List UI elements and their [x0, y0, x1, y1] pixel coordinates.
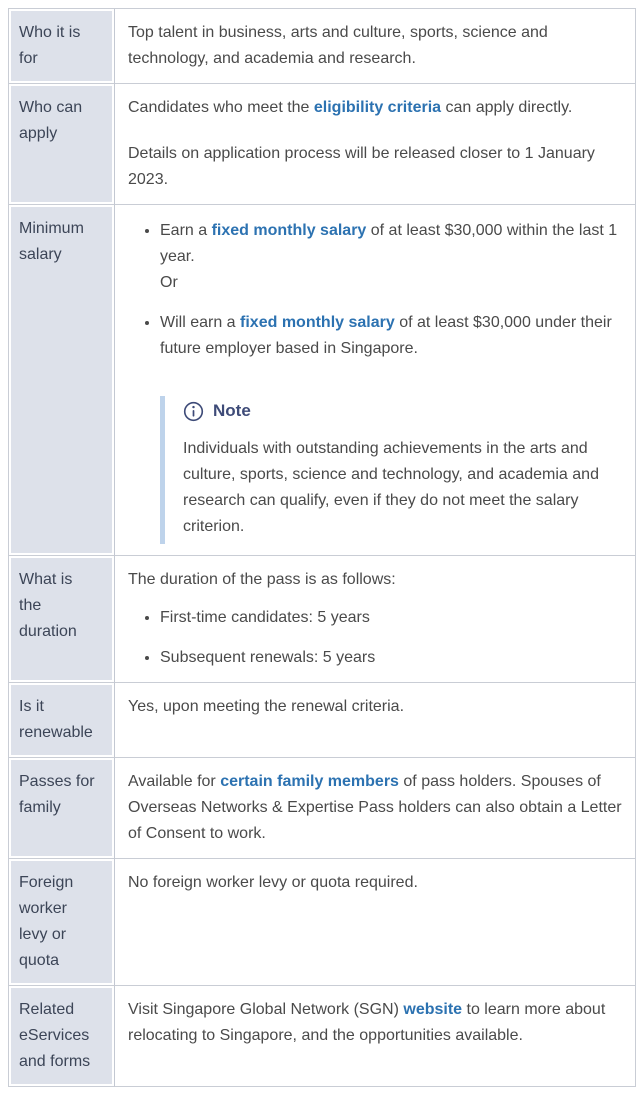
text-segment: of at least $30,000 within the last 1 year.	[160, 222, 618, 265]
row-header-who-can-apply	[9, 84, 115, 205]
paragraph: Top talent in business, arts and culture, sports, science and technology, and academia and research.	[128, 24, 548, 67]
row-header-label: Related eServices and forms	[19, 1001, 91, 1070]
row-header-levy-quota	[9, 859, 115, 986]
paragraph	[128, 95, 622, 121]
paragraph: The duration of the pass is as follows:	[128, 571, 396, 588]
note-header	[183, 398, 608, 424]
info-icon	[183, 401, 204, 422]
text-segment: can apply directly.	[441, 99, 573, 116]
row-content-who-it-is-for	[115, 9, 635, 84]
row-header-fill	[11, 558, 112, 680]
row-header-fill	[11, 685, 112, 755]
row-header-label: Is it renewable	[19, 698, 93, 741]
row-header-label: What is the duration	[19, 571, 77, 640]
bullet-item	[160, 218, 622, 296]
row-content-who-can-apply	[115, 84, 635, 205]
bullet-item	[160, 310, 622, 362]
row-content-duration	[115, 556, 635, 683]
row-header-eservices	[9, 986, 115, 1087]
text-segment: of at least $30,000 under their future employer based in Singapore.	[160, 314, 612, 357]
row-header-passes-for-family	[9, 758, 115, 859]
row-header-renewable	[9, 683, 115, 758]
paragraph: No foreign worker levy or quota required.	[128, 874, 418, 891]
bullet-list	[128, 218, 622, 362]
pass-info-table	[8, 8, 636, 1087]
row-header-fill	[11, 207, 112, 553]
row-header-who-it-is-for	[9, 9, 115, 84]
link-eligibility-criteria[interactable]: eligibility criteria	[313, 99, 442, 116]
text-segment: Available for	[128, 773, 221, 790]
row-header-fill	[11, 861, 112, 983]
text-segment: Visit Singapore Global Network (SGN)	[128, 1001, 404, 1018]
row-header-fill	[11, 988, 112, 1084]
paragraph	[128, 997, 622, 1049]
row-content-eservices	[115, 986, 635, 1087]
note-title: Note	[213, 401, 251, 420]
row-content-passes-for-family	[115, 758, 635, 859]
text-segment: of pass holders. Spouses of Overseas Networks & Expertise Pass holders can also obtain a Letter of Consent to work.	[128, 773, 622, 842]
row-header-fill	[11, 11, 112, 81]
link-sgn-website[interactable]: website	[403, 1001, 463, 1018]
link-fixed-monthly-salary-2[interactable]: fixed monthly salary	[240, 314, 395, 331]
row-header-label: Minimum salary	[19, 220, 84, 263]
row-header-label: Passes for family	[19, 773, 95, 816]
row-header-minimum-salary	[9, 205, 115, 556]
paragraph	[128, 769, 622, 847]
note-callout	[160, 396, 608, 544]
paragraph: Details on application process will be released closer to 1 January 2023.	[128, 145, 595, 188]
row-content-minimum-salary	[115, 205, 635, 556]
text-segment: Will earn a	[160, 314, 241, 331]
or-text: Or	[160, 274, 178, 291]
row-header-label: Foreign worker levy or quota	[19, 874, 74, 969]
row-header-fill	[11, 86, 112, 202]
link-fixed-monthly-salary-1[interactable]: fixed monthly salary	[211, 222, 367, 239]
link-certain-family-members[interactable]: certain family members	[220, 773, 399, 790]
text-segment: Earn a	[160, 222, 212, 239]
text-segment: to learn more about relocating to Singapore, and the opportunities available.	[128, 1001, 606, 1044]
row-header-label: Who it is for	[19, 24, 81, 67]
text-segment: Candidates who meet the	[128, 99, 314, 116]
bullet-list	[128, 605, 622, 671]
row-content-renewable	[115, 683, 635, 758]
bullet-item: • First-time candidates: 5 years	[160, 605, 622, 631]
row-header-fill	[11, 760, 112, 856]
bullet-item: • Subsequent renewals: 5 years	[160, 645, 622, 671]
paragraph: Yes, upon meeting the renewal criteria.	[128, 698, 405, 715]
note-text: Individuals with outstanding achievements in the arts and culture, sports, science and technology, and academia and research can qualify, even if they do not meet the salary criterion.	[183, 440, 599, 535]
row-header-duration	[9, 556, 115, 683]
row-header-label: Who can apply	[19, 99, 83, 142]
row-content-levy-quota	[115, 859, 635, 986]
